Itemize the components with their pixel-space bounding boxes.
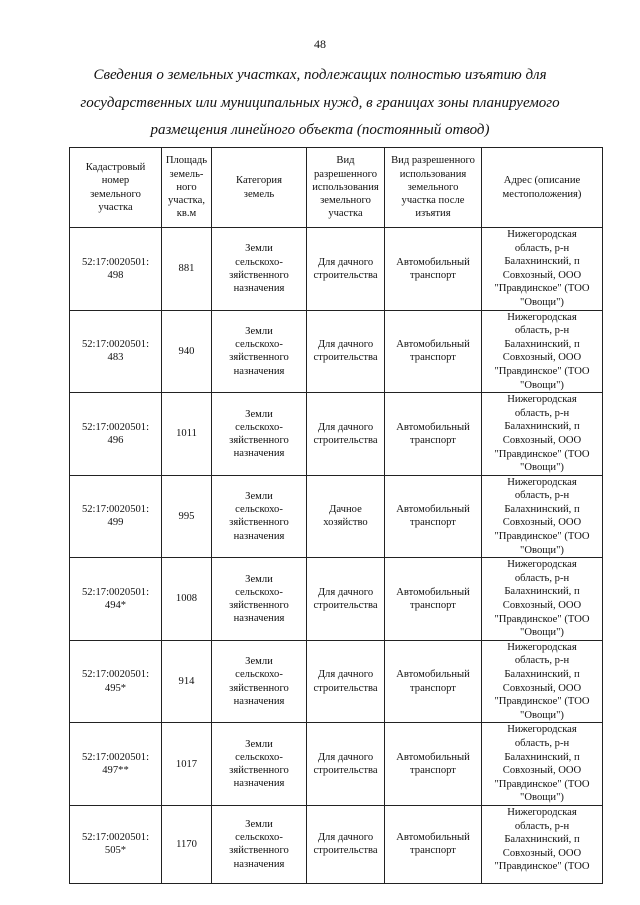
cell-cadastral-number: 52:17:0020501: 496	[70, 393, 162, 476]
cell-address: Нижегородская область, р-н Балахнинский, п Совхозный, ООО "Правдинское" (ТОО "Овощи")	[482, 475, 603, 558]
cell-use-after-withdrawal: Автомобильный транспорт	[385, 805, 482, 883]
cell-area: 1170	[162, 805, 212, 883]
cell-cadastral-number: 52:17:0020501: 497**	[70, 723, 162, 806]
cell-cadastral-number: 52:17:0020501: 499	[70, 475, 162, 558]
cell-address: Нижегородская область, р-н Балахнинский, п Совхозный, ООО "Правдинское" (ТОО "Овощи")	[482, 558, 603, 641]
header-use-after-withdrawal: Вид разрешенного использования земельного участка после изъятия	[385, 148, 482, 228]
cell-land-category: Земли сельскохо- зяйственного назначения	[212, 558, 307, 641]
cell-address: Нижегородская область, р-н Балахнинский, п Совхозный, ООО "Правдинское" (ТОО "Овощи")	[482, 723, 603, 806]
cell-permitted-use: Для дачного строительства	[307, 723, 385, 806]
cell-land-category: Земли сельскохо- зяйственного назначения	[212, 228, 307, 311]
cell-address: Нижегородская область, р-н Балахнинский, п Совхозный, ООО "Правдинское" (ТОО	[482, 805, 603, 883]
table-row	[70, 393, 603, 476]
cell-area: 881	[162, 228, 212, 311]
cell-use-after-withdrawal: Автомобильный транспорт	[385, 475, 482, 558]
cell-permitted-use: Для дачного строительства	[307, 393, 385, 476]
table-row	[70, 475, 603, 558]
cell-address: Нижегородская область, р-н Балахнинский, п Совхозный, ООО "Правдинское" (ТОО "Овощи")	[482, 228, 603, 311]
cell-permitted-use: Для дачного строительства	[307, 640, 385, 723]
table-row	[70, 228, 603, 311]
title-line: государственных или муниципальных нужд, в границах зоны планируемого	[80, 94, 560, 111]
cell-use-after-withdrawal: Автомобильный транспорт	[385, 723, 482, 806]
header-cadastral-number: Кадастровый номер земельного участка	[70, 148, 162, 228]
cell-use-after-withdrawal: Автомобильный транспорт	[385, 228, 482, 311]
cell-land-category: Земли сельскохо- зяйственного назначения	[212, 640, 307, 723]
cell-address: Нижегородская область, р-н Балахнинский, п Совхозный, ООО "Правдинское" (ТОО "Овощи")	[482, 310, 603, 393]
table-row	[70, 805, 603, 883]
cell-permitted-use: Дачное хозяйство	[307, 475, 385, 558]
cell-area: 1008	[162, 558, 212, 641]
cell-land-category: Земли сельскохо- зяйственного назначения	[212, 393, 307, 476]
header-address: Адрес (описание местоположения)	[482, 148, 603, 228]
header-land-category: Категория земель	[212, 148, 307, 228]
title-line: Сведения о земельных участках, подлежащих полностью изъятию для	[93, 67, 547, 83]
cell-cadastral-number: 52:17:0020501: 505*	[70, 805, 162, 883]
cell-permitted-use: Для дачного строительства	[307, 558, 385, 641]
cell-cadastral-number: 52:17:0020501: 495*	[70, 640, 162, 723]
table-row	[70, 310, 603, 393]
table-header-row	[70, 148, 603, 228]
cell-use-after-withdrawal: Автомобильный транспорт	[385, 310, 482, 393]
cell-address: Нижегородская область, р-н Балахнинский, п Совхозный, ООО "Правдинское" (ТОО "Овощи")	[482, 640, 603, 723]
table-row	[70, 723, 603, 806]
cell-use-after-withdrawal: Автомобильный транспорт	[385, 393, 482, 476]
header-area: Площадь земель- ного участка, кв.м	[162, 148, 212, 228]
cell-land-category: Земли сельскохо- зяйственного назначения	[212, 310, 307, 393]
cell-area: 1017	[162, 723, 212, 806]
cell-use-after-withdrawal: Автомобильный транспорт	[385, 558, 482, 641]
cell-cadastral-number: 52:17:0020501: 498	[70, 228, 162, 311]
cell-permitted-use: Для дачного строительства	[307, 310, 385, 393]
table-row	[70, 640, 603, 723]
cell-cadastral-number: 52:17:0020501: 483	[70, 310, 162, 393]
cell-area: 940	[162, 310, 212, 393]
cell-permitted-use: Для дачного строительства	[307, 228, 385, 311]
cell-land-category: Земли сельскохо- зяйственного назначения	[212, 475, 307, 558]
header-permitted-use: Вид разрешенного использования земельного участка	[307, 148, 385, 228]
land-plots-table	[69, 147, 603, 884]
table-row	[70, 558, 603, 641]
cell-cadastral-number: 52:17:0020501: 494*	[70, 558, 162, 641]
cell-area: 914	[162, 640, 212, 723]
document-title	[80, 62, 560, 145]
cell-area: 1011	[162, 393, 212, 476]
title-line: размещения линейного объекта (постоянный отвод)	[150, 122, 490, 138]
cell-use-after-withdrawal: Автомобильный транспорт	[385, 640, 482, 723]
page-number: 48	[314, 37, 326, 51]
cell-area: 995	[162, 475, 212, 558]
cell-land-category: Земли сельскохо- зяйственного назначения	[212, 723, 307, 806]
cell-land-category: Земли сельскохо- зяйственного назначения	[212, 805, 307, 883]
cell-address: Нижегородская область, р-н Балахнинский, п Совхозный, ООО "Правдинское" (ТОО "Овощи")	[482, 393, 603, 476]
cell-permitted-use: Для дачного строительства	[307, 805, 385, 883]
